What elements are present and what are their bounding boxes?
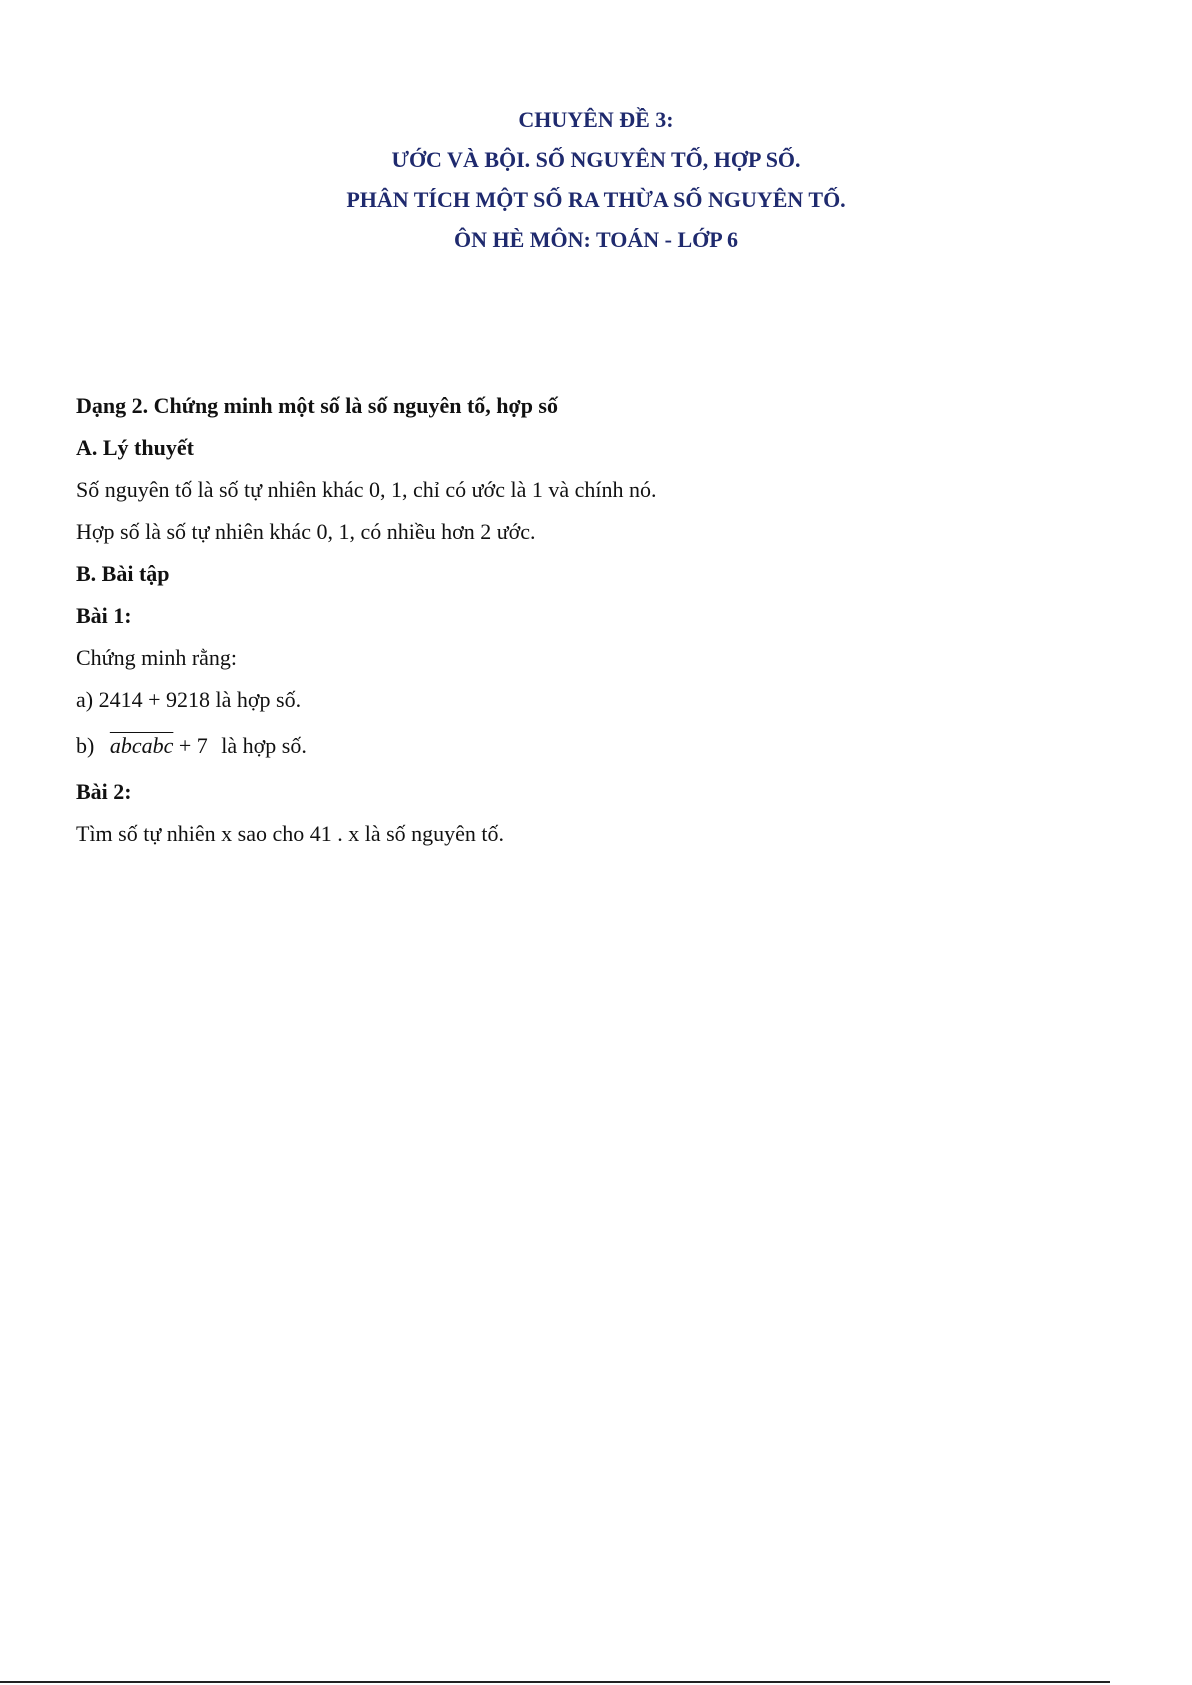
bai2-text: Tìm số tự nhiên x sao cho 41 . x là số nguyên tố. (76, 821, 505, 846)
bai1-part-a: a) 2414 + 9218 là hợp số. (76, 687, 302, 712)
title-line-3: PHÂN TÍCH MỘT SỐ RA THỪA SỐ NGUYÊN TỐ. (346, 187, 846, 212)
bai1-part-b (76, 721, 1116, 771)
theory-heading: A. Lý thuyết (76, 435, 194, 460)
bai1-b-suffix: là hợp số. (221, 733, 307, 758)
title-line-1: CHUYÊN ĐỀ 3: (518, 107, 674, 132)
title-line-2: ƯỚC VÀ BỘI. SỐ NGUYÊN TỐ, HỢP SỐ. (391, 147, 801, 172)
bai1-prompt: Chứng minh rằng: (76, 645, 238, 670)
exercise-heading: B. Bài tập (76, 561, 170, 586)
bai1-label: Bài 1: (76, 603, 132, 628)
plus-seven: + 7 (173, 733, 208, 758)
bai2-label: Bài 2: (76, 779, 132, 804)
document-title (0, 100, 1192, 260)
theory-paragraph-2: Hợp số là số tự nhiên khác 0, 1, có nhiều hơn 2 ước. (76, 519, 536, 544)
page-bottom-rule (0, 1681, 1110, 1683)
section-title: Dạng 2. Chứng minh một số là số nguyên tố, hợp số (76, 393, 558, 418)
bai1-b-prefix: b) (76, 733, 95, 758)
overline-number: abcabc (109, 733, 174, 758)
document-body (76, 385, 1116, 855)
title-line-4: ÔN HÈ MÔN: TOÁN - LỚP 6 (454, 227, 738, 252)
theory-paragraph-1: Số nguyên tố là số tự nhiên khác 0, 1, chỉ có ước là 1 và chính nó. (76, 477, 657, 502)
